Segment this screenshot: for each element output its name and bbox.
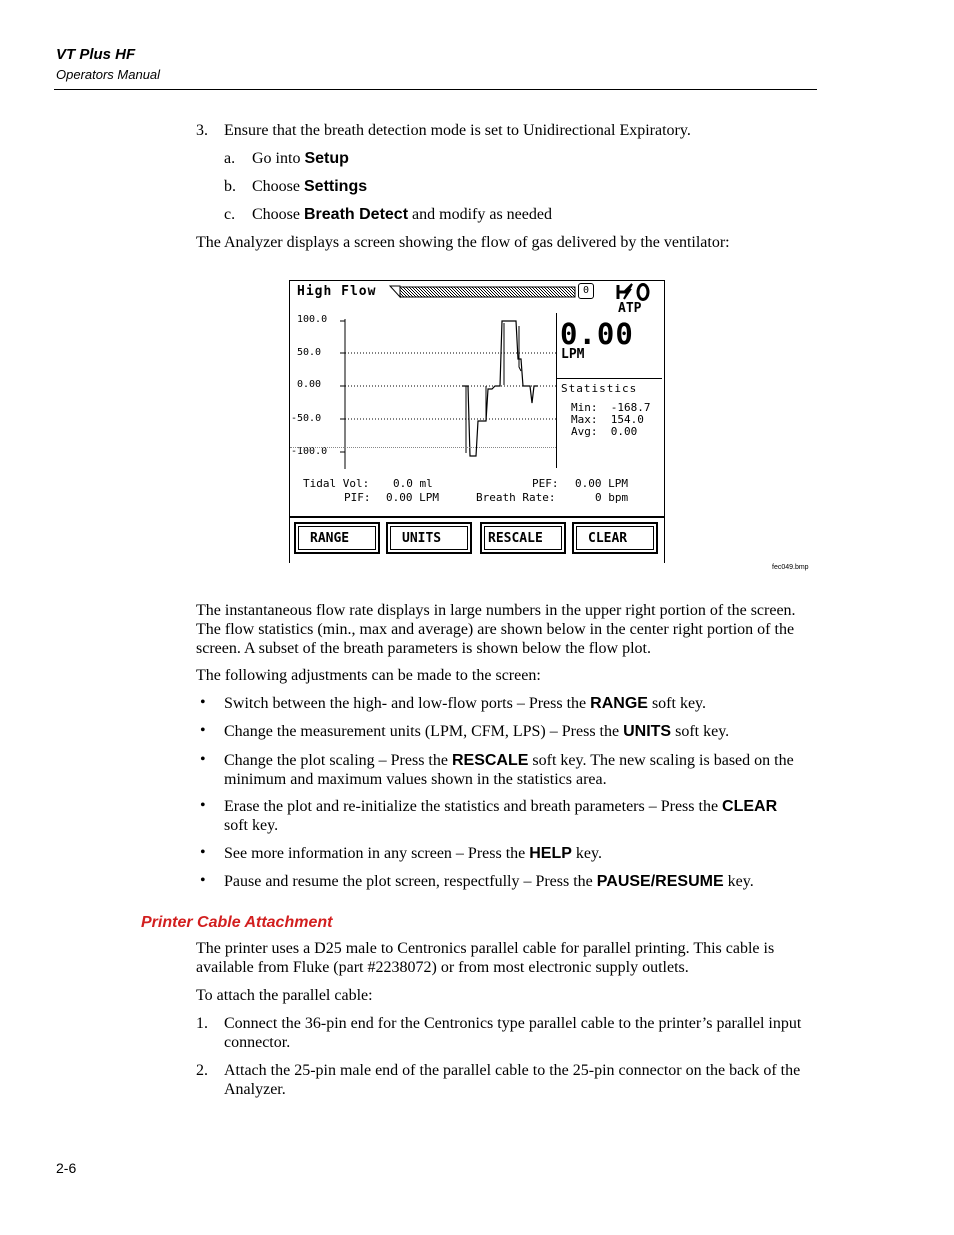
settings-menu-name: Settings (304, 178, 368, 195)
bullet-pause-resume: Pause and resume the plot screen, respectfully – Press the PAUSE/RESUME key. (224, 873, 754, 890)
plot-bottom-divider (290, 447, 556, 448)
setup-menu-name: Setup (304, 150, 349, 167)
bullet-dot: • (200, 797, 206, 814)
analyzer-screen-figure (289, 280, 665, 563)
screen-title: High Flow (297, 284, 377, 299)
adjustments-intro: The following adjustments can be made to the screen: (196, 667, 541, 684)
breath-rate-label: Breath Rate: (476, 491, 556, 504)
printer-cable-paragraph: The printer uses a D25 male to Centronics parallel cable for parallel printing. This cable is available from Fluke (part #2238072) or from most electronic supply outlets. (196, 940, 775, 976)
flow-rate-unit: LPM (561, 347, 585, 362)
step-2-text: Attach the 25-pin male end of the parallel cable to the 25-pin connector on the back of the Analyzer. (224, 1062, 801, 1098)
bullet-range: Switch between the high- and low-flow ports – Press the RANGE soft key. (224, 695, 706, 712)
substep-b: Choose Settings (252, 178, 368, 195)
range-bar-icon (388, 284, 578, 300)
range-softkey[interactable]: RANGE (294, 522, 380, 554)
bullet-units: Change the measurement units (LPM, CFM, LPS) – Press the UNITS soft key. (224, 723, 730, 740)
bullet-clear: Erase the plot and re-initialize the statistics and breath parameters – Press the CLEAR soft key. (224, 798, 778, 834)
breath-rate-value: 0 bpm (595, 491, 629, 504)
pef-label: PEF: (532, 477, 559, 490)
bullet-rescale: Change the plot scaling – Press the RESCALE soft key. The new scaling is based on the minimum and maximum values shown in the statistics area. (224, 752, 794, 788)
atp-label: ATP (618, 301, 642, 316)
y-tick-label: -50.0 (291, 413, 322, 424)
breath-detect-menu-name: Breath Detect (304, 206, 409, 223)
substep-b-label: b. (224, 178, 236, 195)
attach-intro: To attach the parallel cable: (196, 987, 373, 1004)
pif-label: PIF: (344, 491, 371, 504)
bullet-dot: • (200, 872, 206, 889)
description-paragraph: The instantaneous flow rate displays in large numbers in the upper right portion of the screen. The flow statistics (min., max and average) are shown below in the center right portion of the screen. A subset of the breath parameters is shown below the flow plot. (196, 602, 796, 657)
plot-right-divider (556, 313, 557, 468)
tidal-volume-value: 0.0 ml (393, 477, 433, 490)
flow-rate-value: 0.00 (560, 317, 634, 351)
units-softkey[interactable]: UNITS (386, 522, 472, 554)
bullet-dot: • (200, 722, 206, 739)
rescale-softkey[interactable]: RESCALE (480, 522, 566, 554)
zero-indicator-box: 0 (578, 283, 594, 299)
step-3-text: Ensure that the breath detection mode is set to Unidirectional Expiratory. (224, 122, 691, 139)
bullet-dot: • (200, 844, 206, 861)
clear-softkey[interactable]: CLEAR (572, 522, 658, 554)
y-tick-label: 100.0 (297, 314, 328, 325)
y-tick-label: -100.0 (291, 446, 328, 457)
page-number: 2-6 (56, 1160, 77, 1176)
stat-max: Max: 154.0 (571, 413, 644, 426)
section-heading: Printer Cable Attachment (141, 914, 333, 931)
stat-min: Min: -168.7 (571, 401, 651, 414)
manual-subtitle: Operators Manual (56, 67, 161, 82)
header-rule (54, 89, 817, 90)
pif-value: 0.00 LPM (386, 491, 439, 504)
substep-a-label: a. (224, 150, 236, 167)
statistics-divider (556, 378, 662, 379)
manual-title: VT Plus HF (56, 46, 136, 63)
step-2-number: 2. (196, 1062, 208, 1079)
bullet-dot: • (200, 694, 206, 711)
bullet-dot: • (200, 751, 206, 768)
pef-value: 0.00 LPM (575, 477, 628, 490)
y-tick-label: 0.00 (297, 379, 322, 390)
y-tick-label: 50.0 (297, 347, 322, 358)
tidal-volume-label: Tidal Vol: (303, 477, 370, 490)
substep-a: Go into Setup (252, 150, 349, 167)
substep-c-label: c. (224, 206, 236, 223)
bullet-help: See more information in any screen – Press the HELP key. (224, 845, 602, 862)
intro-screen-paragraph: The Analyzer displays a screen showing the flow of gas delivered by the ventilator: (196, 234, 730, 251)
step-3-number: 3. (196, 122, 208, 139)
stat-avg: Avg: 0.00 (571, 425, 638, 438)
figure-caption: fec049.bmp (772, 564, 809, 571)
step-1-number: 1. (196, 1015, 208, 1032)
statistics-heading: Statistics (561, 382, 638, 395)
step-1-text: Connect the 36-pin end for the Centronics type parallel cable to the printer’s parallel input connector. (224, 1015, 802, 1051)
substep-c: Choose Breath Detect and modify as needed (252, 206, 552, 223)
flow-direction-icon (614, 282, 660, 302)
